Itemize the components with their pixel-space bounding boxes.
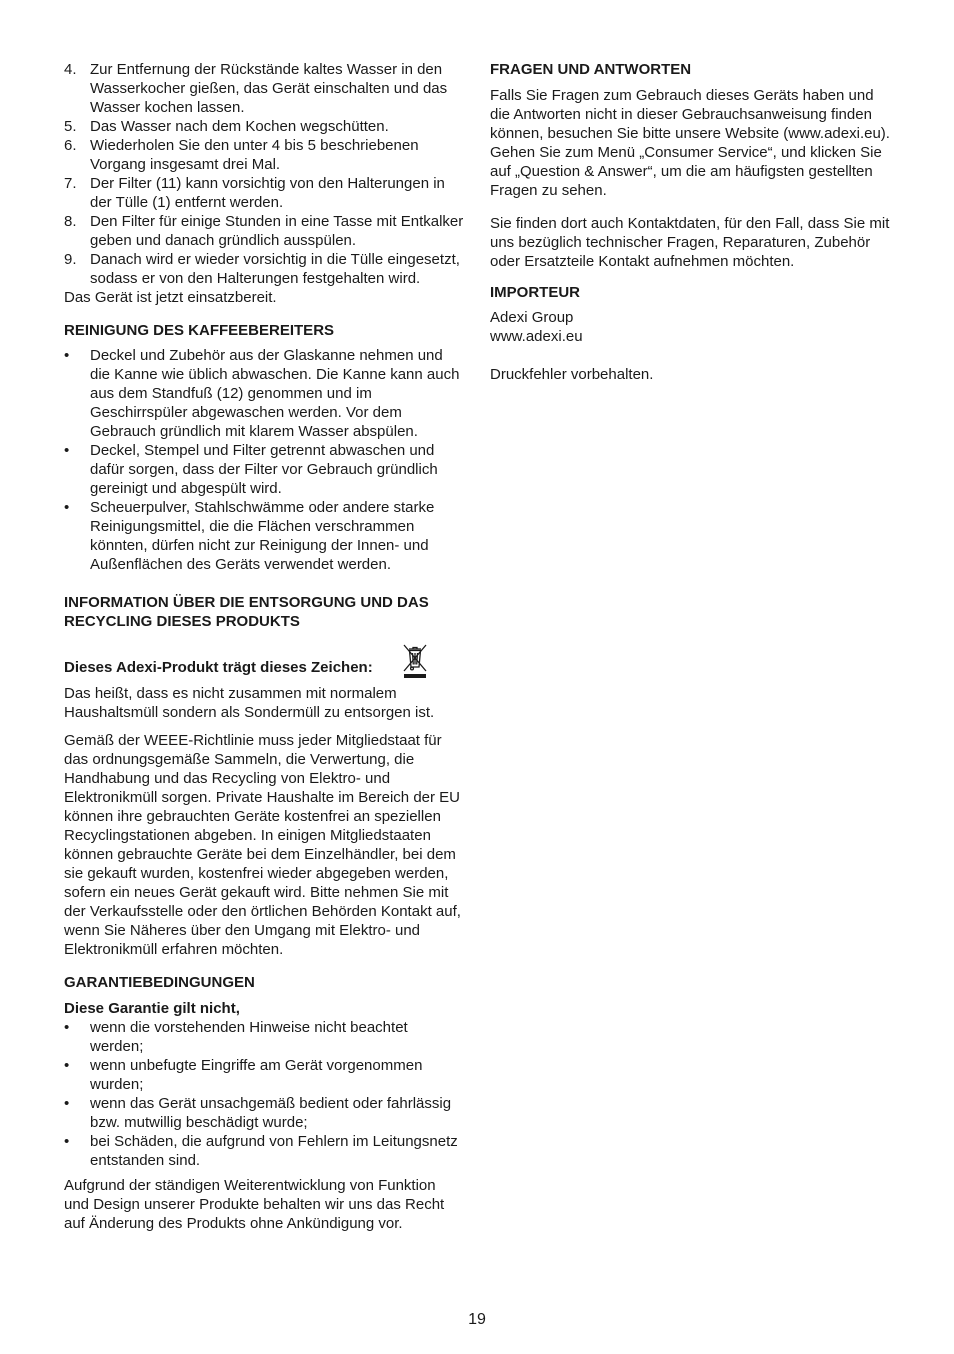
list-item: • wenn das Gerät unsachgemäß bedient oder fahrlässig bzw. mutwillig beschädigt wurde; <box>64 1094 464 1132</box>
warranty-subheading: Diese Garantie gilt nicht, <box>64 1000 240 1017</box>
warranty-list <box>64 1018 464 1170</box>
disposal-paragraph-2: Gemäß der WEEE-Richtlinie muss jeder Mitgliedstaat für das ordnungsgemäße Sammeln, die Verwertung, die Handhabung und das Recycling von Elektro- und Elektronikmüll sorgen. Private Haushalte im Bereich der EU können ihre gebrauchten Geräte kostenfrei an speziellen Recyclingstationen abgeben. In einigen Mitgliedstaaten können gebrauchte Geräte bei dem Einzelhändler, bei dem sie gekauft wurden, kostenfrei wieder abgegeben werden, sofern ein neues Gerät gekauft wird. Bitte nehmen Sie mit der Verkaufsstelle oder den örtlichen Behörden Kontakt auf, wenn Sie Näheres über den Umgang mit Elektro- und Elektronikmüll erfahren möchten. <box>64 732 461 958</box>
importer-name: Adexi Group <box>490 309 574 326</box>
weee-sign-line <box>64 643 464 677</box>
list-item: • wenn unbefugte Eingriffe am Gerät vorgenommen wurden; <box>64 1056 464 1094</box>
list-item: 4. Zur Entfernung der Rückstände kaltes Wasser in den Wasserkocher gießen, das Gerät einschalten und das Wasser kochen lassen. <box>64 61 448 116</box>
list-item: • Scheuerpulver, Stahlschwämme oder andere starke Reinigungsmittel, die die Flächen verschrammen könnten, dürfen nicht zur Reinigung der Innen- und Außenflächen des Geräts verwendet werden. <box>64 498 464 574</box>
importer-website: www.adexi.eu <box>490 328 583 345</box>
list-item: • Deckel, Stempel und Filter getrennt abwaschen und dafür sorgen, dass der Filter vor Gebrauch gründlich gereinigt und abgespült wird. <box>64 441 464 498</box>
warranty-closing: Aufgrund der ständigen Weiterentwicklung von Funktion und Design unserer Produkte behalten wir uns das Recht auf Änderung des Produkts ohne Ankündigung vor. <box>64 1177 445 1232</box>
disposal-heading: INFORMATION ÜBER DIE ENTSORGUNG UND DAS RECYCLING DIESES PRODUKTS <box>64 594 429 630</box>
faq-paragraph-3: Sie finden dort auch Kontaktdaten, für den Fall, dass Sie mit uns bezüglich technischer Fragen, Reparaturen, Zubehör oder Ersatzteile Kontakt aufnehmen möchten. <box>490 215 890 270</box>
importer-heading: IMPORTEUR <box>490 284 580 301</box>
left-column <box>64 60 464 1233</box>
cleaning-heading: REINIGUNG DES KAFFEEBEREITERS <box>64 322 335 339</box>
list-item: 8. Den Filter für einige Stunden in eine Tasse mit Entkalker geben und danach gründlich ausspülen. <box>64 213 464 249</box>
list-item: 7. Der Filter (11) kann vorsichtig von den Halterungen in der Tülle (1) entfernt werden. <box>64 175 445 211</box>
descaling-steps <box>64 60 464 288</box>
right-column <box>490 60 890 384</box>
faq-heading: FRAGEN UND ANTWORTEN <box>490 61 692 78</box>
list-item: • Deckel und Zubehör aus der Glaskanne nehmen und die Kanne wie üblich abwaschen. Die Kanne kann auch aus dem Standfuß (12) genommen und im Geschirrspüler abgewaschen werden. Vor dem Gebrauch gründlich mit klarem Wasser abspülen. <box>64 346 464 441</box>
page-number: 19 <box>468 1311 486 1328</box>
crossed-out-wheelie-bin-icon <box>400 643 430 679</box>
list-item: 5. Das Wasser nach dem Kochen wegschütten. <box>64 118 389 135</box>
cleaning-list <box>64 346 464 574</box>
list-item: • wenn die vorstehenden Hinweise nicht beachtet werden; <box>64 1018 464 1056</box>
list-item: • bei Schäden, die aufgrund von Fehlern im Leitungsnetz entstanden sind. <box>64 1132 464 1170</box>
list-item: 9. Danach wird er wieder vorsichtig in die Tülle eingesetzt, sodass er von den Halterungen festgehalten wird. <box>64 251 460 287</box>
disposal-paragraph-1: Das heißt, dass es nicht zusammen mit normalem Haushaltsmüll sondern als Sondermüll zu entsorgen ist. <box>64 685 435 721</box>
warranty-heading: GARANTIEBEDINGUNGEN <box>64 974 255 991</box>
misprint-note: Druckfehler vorbehalten. <box>490 366 654 383</box>
weee-sign-label: Dieses Adexi-Produkt trägt dieses Zeichen: <box>64 659 373 676</box>
list-item: 6. Wiederholen Sie den unter 4 bis 5 beschriebenen Vorgang insgesamt drei Mal. <box>64 137 419 173</box>
ready-text: Das Gerät ist jetzt einsatzbereit. <box>64 289 277 306</box>
faq-paragraph-2: Gehen Sie zum Menü „Consumer Service“, und klicken Sie auf „Question & Answer“, um die am häufigsten gestellten Fragen zu sehen. <box>490 144 882 199</box>
faq-paragraph-1: Falls Sie Fragen zum Gebrauch dieses Geräts haben und die Antworten nicht in dieser Gebrauchsanweisung finden können, besuchen Sie bitte unsere Website (www.adexi.eu). <box>490 87 890 142</box>
